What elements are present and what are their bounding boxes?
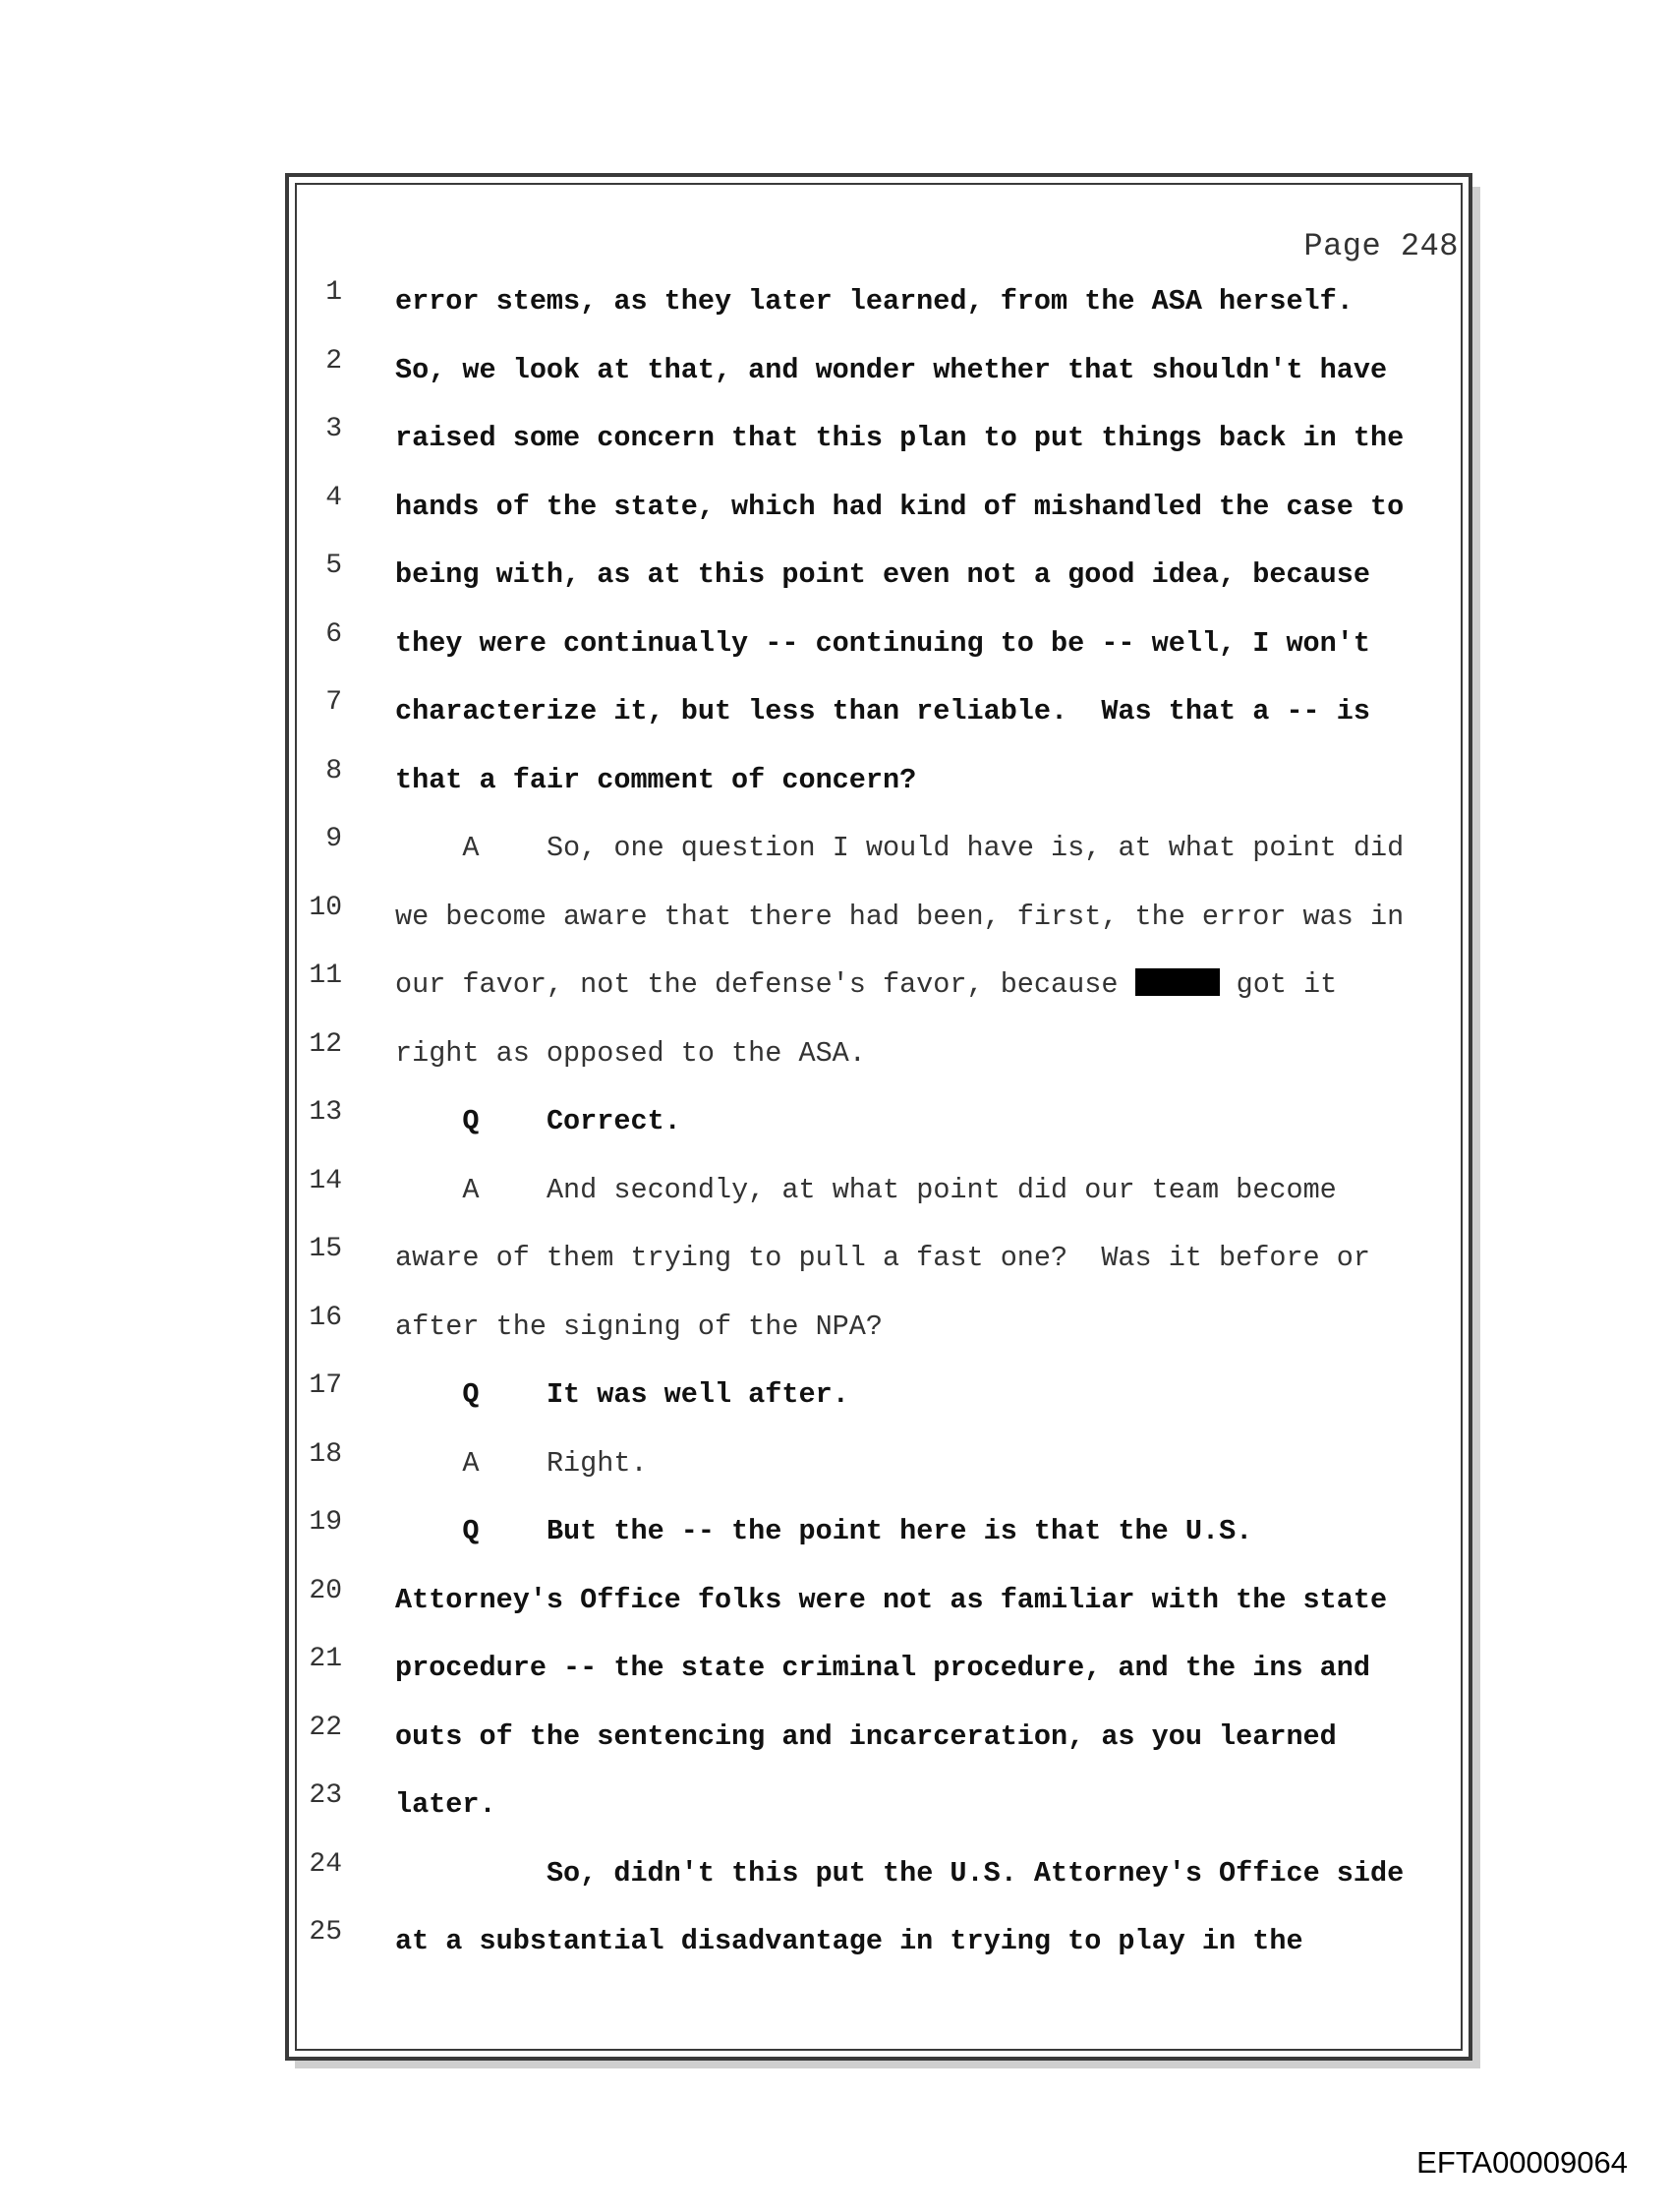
transcript-line [0, 1917, 1671, 1956]
line-number: 10 [309, 892, 342, 923]
line-text-content: Correct. [546, 1105, 681, 1137]
transcript-line [0, 1849, 1671, 1889]
line-text [395, 354, 1387, 386]
line-text-content: we become aware that there had been, first, the error was in [395, 900, 1405, 933]
transcript-line [0, 1644, 1671, 1683]
line-text [395, 1584, 1387, 1616]
line-text-segment: our favor, not the defense's favor, because [395, 968, 1135, 1001]
transcript-line [0, 1166, 1671, 1205]
line-text [395, 1310, 883, 1343]
line-text-content: Right. [546, 1446, 648, 1480]
transcript-line [0, 1439, 1671, 1479]
line-number: 20 [309, 1575, 342, 1606]
line-text [395, 1652, 1370, 1684]
line-text [395, 422, 1404, 454]
line-number: 4 [325, 482, 342, 513]
line-number: 6 [325, 618, 342, 650]
line-text [395, 1242, 1370, 1274]
line-text-content: raised some concern that this plan to put things back in the [395, 422, 1405, 454]
line-number: 1 [325, 277, 342, 308]
transcript-line [0, 893, 1671, 932]
line-number: 5 [325, 551, 342, 581]
line-number: 17 [309, 1370, 342, 1401]
transcript-line [0, 346, 1671, 385]
line-number: 7 [325, 687, 342, 718]
transcript-line [0, 1713, 1671, 1752]
transcript-line [0, 960, 1671, 1000]
document-id: EFTA00009064 [1416, 2145, 1628, 2180]
line-number: 23 [309, 1780, 342, 1811]
line-number: 16 [309, 1302, 342, 1333]
transcript-line [0, 277, 1671, 317]
line-text-content: It was well after. [546, 1378, 849, 1411]
transcript-line [0, 1780, 1671, 1820]
transcript-line [0, 1576, 1671, 1615]
line-text [395, 1720, 1337, 1753]
line-text-content: they were continually -- continuing to be -- well, I won't [395, 626, 1370, 660]
line-text-content: And secondly, at what point did our team become [546, 1173, 1337, 1206]
redaction-block [1135, 968, 1220, 996]
transcript-line [0, 414, 1671, 453]
transcript-line [0, 1234, 1671, 1273]
line-number: 13 [309, 1097, 342, 1128]
line-text-content: that a fair comment of concern? [395, 763, 917, 796]
line-text [395, 764, 916, 796]
transcript-line [0, 483, 1671, 522]
line-text-content: aware of them trying to pull a fast one? Was it before or [395, 1242, 1370, 1274]
line-text-content: error stems, as they later learned, from the ASA herself. [395, 285, 1354, 318]
line-text [395, 968, 1337, 1001]
line-text [395, 1857, 1404, 1890]
line-text [395, 627, 1370, 660]
line-text-content: hands of the state, which had kind of mishandled the case to [395, 490, 1405, 523]
speaker-label: Q [462, 1378, 480, 1411]
line-text [395, 1515, 1252, 1547]
speaker-label: A [462, 1173, 480, 1206]
line-text-content: So, we look at that, and wonder whether that shouldn't have [395, 353, 1388, 386]
transcript-line [0, 551, 1671, 590]
line-number: 11 [309, 960, 342, 991]
line-text-content: outs of the sentencing and incarceration, as you learned [395, 1719, 1337, 1753]
transcript-line [0, 1303, 1671, 1342]
transcript-line [0, 1097, 1671, 1136]
transcript-line [0, 1507, 1671, 1546]
line-text [395, 558, 1370, 591]
speaker-label: Q [462, 1105, 480, 1137]
line-text-content: Attorney's Office folks were not as familiar with the state [395, 1583, 1388, 1616]
line-number: 14 [309, 1165, 342, 1196]
line-text [395, 695, 1370, 728]
line-text [395, 1378, 849, 1411]
line-text [395, 1447, 648, 1480]
speaker-label: Q [462, 1515, 480, 1547]
transcript-line [0, 1029, 1671, 1069]
line-text-content: characterize it, but less than reliable. Was that a -- is [395, 695, 1370, 728]
line-number: 15 [309, 1234, 342, 1264]
transcript-line [0, 1370, 1671, 1410]
line-number: 21 [309, 1644, 342, 1674]
line-text [395, 1174, 1337, 1206]
line-text [395, 285, 1354, 318]
line-text-content: after the signing of the NPA? [395, 1310, 883, 1343]
line-text [395, 491, 1404, 523]
line-text-content: later. [395, 1788, 496, 1821]
line-number: 12 [309, 1028, 342, 1060]
transcript-line [0, 687, 1671, 727]
line-number: 19 [309, 1507, 342, 1538]
line-number: 18 [309, 1438, 342, 1470]
line-number: 2 [325, 345, 342, 377]
line-number: 22 [309, 1712, 342, 1743]
line-number: 3 [325, 414, 342, 444]
line-text [395, 1105, 681, 1137]
transcript-line [0, 824, 1671, 863]
line-text [395, 901, 1404, 933]
line-text-content: being with, as at this point even not a good idea, because [395, 558, 1370, 591]
line-text [395, 832, 1404, 864]
line-text-content: So, one question I would have is, at what point did [546, 832, 1405, 864]
line-text [395, 1788, 496, 1821]
line-text-content: But the -- the point here is that the U.S. [546, 1515, 1253, 1547]
line-text-content: at a substantial disadvantage in trying to play in the [395, 1925, 1303, 1957]
line-number: 9 [325, 824, 342, 854]
line-text-content: So, didn't this put the U.S. Attorney's Office side [546, 1856, 1405, 1890]
line-text-segment: got it [1219, 968, 1338, 1001]
line-text-content: procedure -- the state criminal procedure, and the ins and [395, 1652, 1370, 1684]
speaker-label: A [462, 1446, 480, 1480]
transcript-line [0, 619, 1671, 659]
line-number: 24 [309, 1848, 342, 1880]
speaker-label: A [462, 832, 480, 864]
line-number: 25 [309, 1917, 342, 1948]
line-text-content: right as opposed to the ASA. [395, 1036, 866, 1070]
line-text [395, 1037, 866, 1070]
line-number: 8 [325, 755, 342, 786]
transcript-line [0, 756, 1671, 795]
page-number: Page 248 [1303, 228, 1459, 264]
line-text [395, 1925, 1303, 1957]
